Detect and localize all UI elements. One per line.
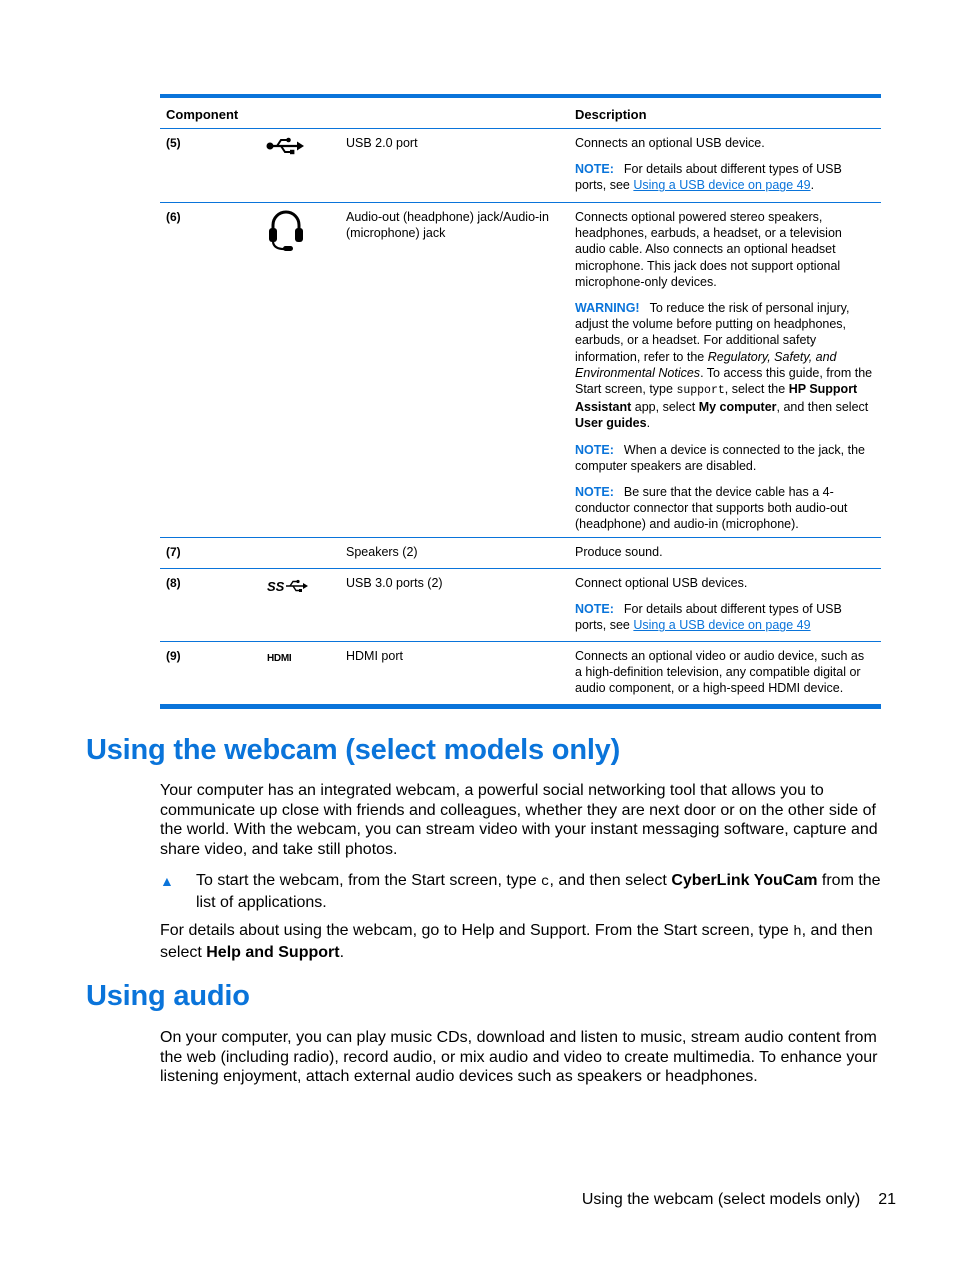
component-description [569,129,881,202]
app-name: CyberLink YouCam [671,872,818,889]
component-table [160,94,881,709]
webcam-heading: Using the webcam (select models only) [86,734,621,766]
header-description: Description [575,107,647,122]
note [575,161,873,193]
warning [575,300,873,432]
note-label: NOTE: [575,602,614,617]
component-number: (8) [166,576,181,590]
paragraph-text: For details about using the webcam, go to Help and Support. From the Start screen, type [160,922,789,939]
component-name: USB 2.0 port [346,136,418,150]
step-text-part: To start the webcam, from the Start screen, type [196,872,537,889]
warning-text: . [646,416,651,431]
footer-section-title: Using the webcam (select models only) [581,1191,861,1208]
superspeed-usb-icon [260,569,340,641]
note [575,601,873,633]
warning-text: app, select [634,400,696,415]
description-text: Connects optional powered stereo speakers, headphones, earbuds, a headset, or a television audio cable. Also connects an optional headset microphone. This jack does not support optional microphone-only devices. [575,210,842,289]
webcam-help-paragraph [160,921,884,962]
note-text: For details about different types of USB ports, see [575,602,842,633]
app-name: Help and Support [206,943,340,961]
warning-text: . To access this guide, from the Start screen, type [575,365,873,397]
paragraph-text: . [339,943,345,961]
typed-command: support [676,384,725,398]
webcam-paragraph: Your computer has an integrated webcam, a powerful social networking tool that allows you to communicate up close with friends and colleagues, whether they are next door or on the other side of the world. With the webcam, you can stream video with your instant messaging software, capture and share video, and take still photos. [160,782,878,858]
note-label: NOTE: [575,442,614,457]
page-footer [582,1191,896,1209]
no-icon [260,538,340,568]
component-number: (6) [166,210,181,224]
note [575,442,873,474]
component-name: Audio-out (headphone) jack/Audio-in (microphone) jack [346,210,549,241]
warning-text: To reduce the risk of personal injury, adjust the volume before putting on headphones, earbuds, or a headset. For additional safety information, refer to the [575,301,850,364]
notices-title: Regulatory, Safety, and Environmental Notices [575,349,837,380]
headset-icon [260,203,340,537]
paragraph-text: , and then select [160,922,873,961]
component-name: HDMI port [346,649,403,663]
app-name: HP Support Assistant [575,382,858,415]
hdmi-icon [260,642,340,704]
header-component: Component [166,107,239,122]
svg-text:HDMI: HDMI [267,653,292,664]
table-bottom-rule [160,705,881,709]
component-description [569,203,881,537]
warning-text: , select the [724,382,786,397]
svg-text:SS: SS [267,579,285,594]
step-text [196,871,884,912]
table-header [160,98,881,129]
warning-text: , and then select [776,400,869,415]
table-row [160,569,881,642]
audio-paragraph: On your computer, you can play music CDs, download and listen to music, stream audio content from the web (including radio), record audio, or mix audio and video to create multimedia. To enhance your listening enjoyment, attach external audio devices such as speakers or headphones. [160,1029,878,1085]
description-text: Connects an optional USB device. [575,136,765,150]
component-name: USB 3.0 ports (2) [346,576,443,590]
table-row [160,538,881,569]
typed-command: h [793,924,802,940]
webcam-step [160,871,884,912]
component-description [569,538,881,568]
table-row [160,642,881,705]
menu-name: User guides [575,416,647,431]
audio-heading: Using audio [86,980,250,1012]
description-text: Connects an optional video or audio device, such as a high-definition television, any compatible digital or audio component, or a high-speed HDMI device. [575,649,865,696]
component-name: Speakers (2) [346,545,418,559]
description-text: Produce sound. [575,545,663,559]
description-text: Connect optional USB devices. [575,576,748,590]
triangle-bullet-icon: ▲ [160,873,174,889]
note-end: . [810,178,815,193]
usb-device-link[interactable]: Using a USB device on page 49 [633,178,811,193]
note-label: NOTE: [575,162,614,177]
component-number: (5) [166,136,181,150]
menu-name: My computer [698,400,777,415]
warning-label: WARNING! [575,301,640,316]
component-description [569,569,881,641]
note-label: NOTE: [575,485,614,500]
note-text: For details about different types of USB ports, see [575,162,842,193]
typed-command: c [541,874,550,890]
step-text-part: from the list of applications. [196,872,881,911]
usb-icon [260,129,340,202]
step-text-part: , and then select [549,872,667,889]
note-text: Be sure that the device cable has a 4-conductor connector that supports both audio-out (headphone) and audio-in (microphone). [575,485,848,532]
table-row [160,203,881,538]
component-description [569,642,881,704]
page-number: 21 [878,1191,896,1208]
component-number: (9) [166,649,181,663]
component-number: (7) [166,545,181,559]
table-row [160,129,881,203]
usb-device-link[interactable]: Using a USB device on page 49 [633,618,811,633]
note [575,484,873,533]
note-text: When a device is connected to the jack, the computer speakers are disabled. [575,442,866,473]
